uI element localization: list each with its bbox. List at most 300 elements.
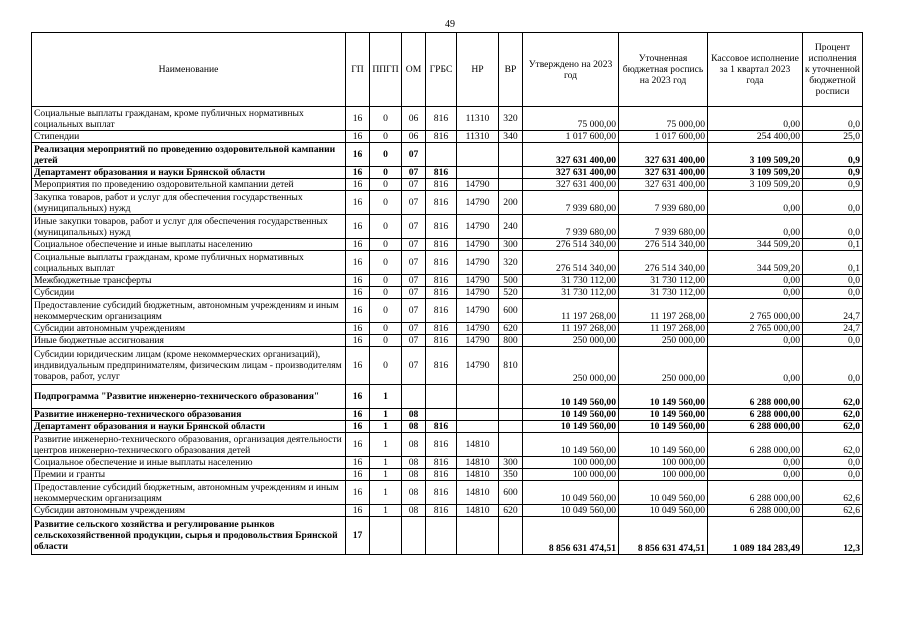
cell-om: 07: [402, 143, 426, 167]
cell-name: Премии и гранты: [32, 469, 346, 481]
cell-vr: [499, 517, 523, 555]
cell-percent: 12,3: [803, 517, 863, 555]
header-refined: Уточненная бюджетная роспись на 2023 год: [619, 33, 708, 107]
cell-cash: 0,00: [708, 191, 803, 215]
cell-approved: 75 000,00: [523, 107, 619, 131]
table-row: [32, 275, 863, 287]
cell-cash: 0,00: [708, 287, 803, 299]
cell-om: 07: [402, 335, 426, 347]
cell-percent: 0,9: [803, 179, 863, 191]
cell-percent: 0,0: [803, 275, 863, 287]
cell-ppgp: 0: [370, 215, 402, 239]
cell-om: 08: [402, 421, 426, 433]
cell-ppgp: 1: [370, 433, 402, 457]
cell-percent: 0,0: [803, 335, 863, 347]
cell-gp: 16: [346, 251, 370, 275]
cell-om: 07: [402, 323, 426, 335]
cell-om: 07: [402, 275, 426, 287]
cell-name: Субсидии автономным учреждениям: [32, 323, 346, 335]
cell-ppgp: 1: [370, 385, 402, 409]
cell-grbs: 816: [426, 215, 457, 239]
header-vr: ВР: [499, 33, 523, 107]
cell-vr: 600: [499, 481, 523, 505]
cell-np: [457, 409, 499, 421]
cell-ppgp: [370, 517, 402, 555]
header-np: НР: [457, 33, 499, 107]
cell-np: 14810: [457, 505, 499, 517]
cell-gp: 16: [346, 275, 370, 287]
cell-refined: 250 000,00: [619, 347, 708, 385]
cell-ppgp: 0: [370, 167, 402, 179]
cell-cash: 3 109 509,20: [708, 179, 803, 191]
cell-np: 11310: [457, 131, 499, 143]
cell-grbs: 816: [426, 335, 457, 347]
table-row: [32, 287, 863, 299]
cell-name: Департамент образования и науки Брянской области: [32, 421, 346, 433]
cell-percent: 62,6: [803, 481, 863, 505]
cell-approved: 31 730 112,00: [523, 287, 619, 299]
table-row: [32, 385, 863, 409]
cell-np: 14810: [457, 469, 499, 481]
cell-ppgp: 0: [370, 299, 402, 323]
budget-execution-table: [31, 32, 863, 555]
cell-approved: 100 000,00: [523, 457, 619, 469]
cell-np: 14790: [457, 287, 499, 299]
cell-approved: 327 631 400,00: [523, 167, 619, 179]
cell-name: Иные закупки товаров, работ и услуг для обеспечения государственных (муниципальных) нужд: [32, 215, 346, 239]
cell-grbs: 816: [426, 239, 457, 251]
cell-approved: 7 939 680,00: [523, 215, 619, 239]
cell-name: Субсидии автономным учреждениям: [32, 505, 346, 517]
cell-refined: 7 939 680,00: [619, 191, 708, 215]
cell-percent: 0,1: [803, 251, 863, 275]
cell-approved: 10 049 560,00: [523, 505, 619, 517]
cell-refined: 11 197 268,00: [619, 299, 708, 323]
cell-cash: 344 509,20: [708, 239, 803, 251]
cell-vr: 800: [499, 335, 523, 347]
cell-grbs: 816: [426, 275, 457, 287]
header-cash: Кассовое исполнение за 1 квартал 2023 года: [708, 33, 803, 107]
table-row: [32, 323, 863, 335]
cell-vr: 240: [499, 215, 523, 239]
cell-ppgp: 1: [370, 421, 402, 433]
cell-refined: 10 149 560,00: [619, 433, 708, 457]
table-row: [32, 409, 863, 421]
cell-gp: 16: [346, 335, 370, 347]
cell-percent: 24,7: [803, 299, 863, 323]
cell-grbs: 816: [426, 299, 457, 323]
cell-approved: 10 049 560,00: [523, 481, 619, 505]
cell-percent: 62,0: [803, 433, 863, 457]
cell-om: [402, 385, 426, 409]
table-body: [32, 107, 863, 555]
cell-vr: 620: [499, 323, 523, 335]
cell-name: Иные бюджетные ассигнования: [32, 335, 346, 347]
cell-refined: 10 049 560,00: [619, 505, 708, 517]
cell-gp: 16: [346, 469, 370, 481]
cell-name: Подпрограмма "Развитие инженерно-технического образования": [32, 385, 346, 409]
cell-refined: 100 000,00: [619, 457, 708, 469]
cell-percent: 0,0: [803, 347, 863, 385]
cell-gp: 16: [346, 323, 370, 335]
cell-grbs: [426, 385, 457, 409]
cell-vr: [499, 421, 523, 433]
cell-cash: 2 765 000,00: [708, 299, 803, 323]
cell-np: 14790: [457, 215, 499, 239]
cell-name: Реализация мероприятий по проведению оздоровительной кампании детей: [32, 143, 346, 167]
cell-vr: 320: [499, 251, 523, 275]
cell-refined: 250 000,00: [619, 335, 708, 347]
cell-om: 07: [402, 191, 426, 215]
cell-np: 14810: [457, 457, 499, 469]
cell-approved: 11 197 268,00: [523, 299, 619, 323]
cell-refined: 327 631 400,00: [619, 167, 708, 179]
cell-percent: 0,0: [803, 287, 863, 299]
cell-name: Предоставление субсидий бюджетным, автономным учреждениям и иным некоммерческим организациям: [32, 299, 346, 323]
table-row: [32, 107, 863, 131]
cell-percent: 0,0: [803, 457, 863, 469]
cell-refined: 10 049 560,00: [619, 481, 708, 505]
header-grbs: ГРБС: [426, 33, 457, 107]
header-name: Наименование: [32, 33, 346, 107]
cell-vr: [499, 143, 523, 167]
cell-vr: 200: [499, 191, 523, 215]
cell-gp: 16: [346, 409, 370, 421]
cell-np: [457, 421, 499, 433]
cell-om: 08: [402, 469, 426, 481]
cell-gp: 17: [346, 517, 370, 555]
cell-cash: 6 288 000,00: [708, 505, 803, 517]
cell-name: Развитие сельского хозяйства и регулирование рынков сельскохозяйственной продукции, сырья и продовольствия Брянской области: [32, 517, 346, 555]
cell-vr: [499, 409, 523, 421]
cell-vr: [499, 433, 523, 457]
cell-om: 08: [402, 457, 426, 469]
header-percent: Процент исполнения к уточненной бюджетной росписи: [803, 33, 863, 107]
cell-approved: 276 514 340,00: [523, 251, 619, 275]
cell-cash: 0,00: [708, 469, 803, 481]
cell-grbs: 816: [426, 481, 457, 505]
cell-cash: 1 089 184 283,49: [708, 517, 803, 555]
cell-ppgp: 0: [370, 143, 402, 167]
cell-np: 14790: [457, 179, 499, 191]
cell-cash: 0,00: [708, 215, 803, 239]
cell-approved: 31 730 112,00: [523, 275, 619, 287]
cell-approved: 10 149 560,00: [523, 421, 619, 433]
cell-approved: 327 631 400,00: [523, 179, 619, 191]
cell-grbs: 816: [426, 131, 457, 143]
cell-np: 14810: [457, 433, 499, 457]
cell-ppgp: 0: [370, 107, 402, 131]
cell-om: 08: [402, 409, 426, 421]
cell-approved: 250 000,00: [523, 347, 619, 385]
cell-np: [457, 385, 499, 409]
cell-om: 07: [402, 287, 426, 299]
cell-refined: 327 631 400,00: [619, 143, 708, 167]
cell-approved: 250 000,00: [523, 335, 619, 347]
cell-ppgp: 1: [370, 505, 402, 517]
table-row: [32, 251, 863, 275]
cell-grbs: 816: [426, 287, 457, 299]
cell-cash: 2 765 000,00: [708, 323, 803, 335]
cell-ppgp: 1: [370, 469, 402, 481]
table-row: [32, 433, 863, 457]
cell-np: 14810: [457, 481, 499, 505]
cell-gp: 16: [346, 299, 370, 323]
cell-grbs: [426, 409, 457, 421]
cell-om: 06: [402, 107, 426, 131]
cell-percent: 62,0: [803, 421, 863, 433]
cell-name: Мероприятия по проведению оздоровительной кампании детей: [32, 179, 346, 191]
cell-name: Социальное обеспечение и иные выплаты населению: [32, 239, 346, 251]
table-row: [32, 457, 863, 469]
cell-approved: 7 939 680,00: [523, 191, 619, 215]
table-row: [32, 167, 863, 179]
cell-gp: 16: [346, 481, 370, 505]
cell-ppgp: 0: [370, 191, 402, 215]
cell-vr: 320: [499, 107, 523, 131]
cell-vr: 620: [499, 505, 523, 517]
cell-approved: 327 631 400,00: [523, 143, 619, 167]
cell-om: 08: [402, 481, 426, 505]
cell-ppgp: 1: [370, 409, 402, 421]
cell-percent: 0,9: [803, 167, 863, 179]
cell-om: 07: [402, 239, 426, 251]
cell-np: 11310: [457, 107, 499, 131]
cell-name: Развитие инженерно-технического образования, организация деятельности центров инженерно-технического образования детей: [32, 433, 346, 457]
cell-gp: 16: [346, 179, 370, 191]
cell-refined: 10 149 560,00: [619, 385, 708, 409]
cell-vr: 350: [499, 469, 523, 481]
cell-percent: 25,0: [803, 131, 863, 143]
cell-cash: 0,00: [708, 457, 803, 469]
cell-percent: 62,6: [803, 505, 863, 517]
cell-approved: 10 149 560,00: [523, 385, 619, 409]
cell-cash: 3 109 509,20: [708, 167, 803, 179]
cell-refined: 10 149 560,00: [619, 409, 708, 421]
cell-approved: 1 017 600,00: [523, 131, 619, 143]
cell-om: 07: [402, 215, 426, 239]
cell-vr: 600: [499, 299, 523, 323]
cell-refined: 11 197 268,00: [619, 323, 708, 335]
cell-percent: 0,0: [803, 215, 863, 239]
cell-percent: 24,7: [803, 323, 863, 335]
header-approved: Утверждено на 2023 год: [523, 33, 619, 107]
cell-ppgp: 0: [370, 239, 402, 251]
cell-np: 14790: [457, 335, 499, 347]
cell-ppgp: 0: [370, 251, 402, 275]
cell-approved: 11 197 268,00: [523, 323, 619, 335]
cell-np: 14790: [457, 347, 499, 385]
cell-refined: 1 017 600,00: [619, 131, 708, 143]
cell-name: Субсидии: [32, 287, 346, 299]
cell-vr: [499, 385, 523, 409]
cell-grbs: 816: [426, 505, 457, 517]
cell-name: Закупка товаров, работ и услуг для обеспечения государственных (муниципальных) нужд: [32, 191, 346, 215]
cell-percent: 62,0: [803, 385, 863, 409]
page-number: 49: [445, 19, 455, 30]
cell-gp: 16: [346, 215, 370, 239]
cell-cash: 0,00: [708, 107, 803, 131]
cell-refined: 8 856 631 474,51: [619, 517, 708, 555]
cell-np: 14790: [457, 275, 499, 287]
cell-name: Развитие инженерно-технического образования: [32, 409, 346, 421]
cell-gp: 16: [346, 239, 370, 251]
cell-ppgp: 0: [370, 131, 402, 143]
cell-grbs: 816: [426, 191, 457, 215]
table-row: [32, 517, 863, 555]
cell-ppgp: 0: [370, 335, 402, 347]
cell-refined: 7 939 680,00: [619, 215, 708, 239]
table-row: [32, 505, 863, 517]
cell-refined: 276 514 340,00: [619, 251, 708, 275]
cell-grbs: 816: [426, 323, 457, 335]
cell-approved: 10 149 560,00: [523, 433, 619, 457]
cell-vr: 810: [499, 347, 523, 385]
header-om: ОМ: [402, 33, 426, 107]
cell-refined: 327 631 400,00: [619, 179, 708, 191]
cell-percent: 62,0: [803, 409, 863, 421]
cell-vr: 300: [499, 239, 523, 251]
cell-gp: 16: [346, 385, 370, 409]
cell-ppgp: 1: [370, 457, 402, 469]
cell-cash: 6 288 000,00: [708, 481, 803, 505]
cell-np: 14790: [457, 239, 499, 251]
cell-cash: 6 288 000,00: [708, 409, 803, 421]
cell-grbs: 816: [426, 433, 457, 457]
cell-grbs: 816: [426, 167, 457, 179]
cell-vr: 300: [499, 457, 523, 469]
cell-refined: 75 000,00: [619, 107, 708, 131]
cell-percent: 0,9: [803, 143, 863, 167]
cell-om: 06: [402, 131, 426, 143]
table-row: [32, 469, 863, 481]
cell-cash: 344 509,20: [708, 251, 803, 275]
cell-percent: 0,0: [803, 191, 863, 215]
cell-cash: 254 400,00: [708, 131, 803, 143]
cell-grbs: 816: [426, 347, 457, 385]
cell-percent: 0,0: [803, 469, 863, 481]
cell-ppgp: 0: [370, 179, 402, 191]
table-row: [32, 131, 863, 143]
cell-approved: 10 149 560,00: [523, 409, 619, 421]
cell-cash: 0,00: [708, 335, 803, 347]
cell-name: Социальные выплаты гражданам, кроме публичных нормативных социальных выплат: [32, 251, 346, 275]
cell-vr: 340: [499, 131, 523, 143]
table-row: [32, 215, 863, 239]
cell-gp: 16: [346, 287, 370, 299]
table-row: [32, 179, 863, 191]
cell-om: 08: [402, 433, 426, 457]
table-row: [32, 335, 863, 347]
cell-gp: 16: [346, 191, 370, 215]
cell-np: 14790: [457, 299, 499, 323]
cell-approved: 100 000,00: [523, 469, 619, 481]
table-row: [32, 143, 863, 167]
cell-name: Стипендии: [32, 131, 346, 143]
cell-gp: 16: [346, 143, 370, 167]
cell-gp: 16: [346, 167, 370, 179]
cell-grbs: 816: [426, 421, 457, 433]
table-header: [32, 33, 863, 107]
header-ppgp: ППГП: [370, 33, 402, 107]
cell-om: 07: [402, 167, 426, 179]
cell-name: Социальные выплаты гражданам, кроме публичных нормативных социальных выплат: [32, 107, 346, 131]
cell-gp: 16: [346, 457, 370, 469]
cell-om: 07: [402, 299, 426, 323]
cell-om: 08: [402, 505, 426, 517]
cell-vr: [499, 179, 523, 191]
cell-om: [402, 517, 426, 555]
cell-grbs: [426, 143, 457, 167]
cell-name: Субсидии юридическим лицам (кроме некоммерческих организаций), индивидуальным предпринимателям, физическим лицам - производителям товаров, работ, услуг: [32, 347, 346, 385]
cell-refined: 31 730 112,00: [619, 275, 708, 287]
cell-ppgp: 0: [370, 323, 402, 335]
cell-np: [457, 143, 499, 167]
cell-refined: 276 514 340,00: [619, 239, 708, 251]
cell-cash: 6 288 000,00: [708, 421, 803, 433]
cell-percent: 0,1: [803, 239, 863, 251]
table-row: [32, 299, 863, 323]
cell-gp: 16: [346, 131, 370, 143]
cell-gp: 16: [346, 421, 370, 433]
cell-refined: 10 149 560,00: [619, 421, 708, 433]
header-gp: ГП: [346, 33, 370, 107]
cell-np: 14790: [457, 251, 499, 275]
cell-approved: 276 514 340,00: [523, 239, 619, 251]
cell-np: 14790: [457, 191, 499, 215]
cell-vr: 520: [499, 287, 523, 299]
cell-refined: 31 730 112,00: [619, 287, 708, 299]
cell-grbs: 816: [426, 107, 457, 131]
cell-gp: 16: [346, 107, 370, 131]
table-row: [32, 191, 863, 215]
cell-vr: 500: [499, 275, 523, 287]
cell-name: Социальное обеспечение и иные выплаты населению: [32, 457, 346, 469]
cell-grbs: 816: [426, 469, 457, 481]
cell-grbs: [426, 517, 457, 555]
cell-refined: 100 000,00: [619, 469, 708, 481]
cell-np: [457, 167, 499, 179]
cell-percent: 0,0: [803, 107, 863, 131]
cell-ppgp: 0: [370, 275, 402, 287]
cell-grbs: 816: [426, 251, 457, 275]
cell-gp: 16: [346, 505, 370, 517]
cell-cash: 6 288 000,00: [708, 433, 803, 457]
cell-cash: 3 109 509,20: [708, 143, 803, 167]
cell-grbs: 816: [426, 457, 457, 469]
table-row: [32, 481, 863, 505]
cell-name: Межбюджетные трансферты: [32, 275, 346, 287]
cell-name: Департамент образования и науки Брянской области: [32, 167, 346, 179]
table-row: [32, 239, 863, 251]
cell-gp: 16: [346, 433, 370, 457]
cell-vr: [499, 167, 523, 179]
cell-cash: 0,00: [708, 347, 803, 385]
cell-om: 07: [402, 179, 426, 191]
cell-grbs: 816: [426, 179, 457, 191]
cell-om: 07: [402, 347, 426, 385]
cell-ppgp: 1: [370, 481, 402, 505]
cell-om: 07: [402, 251, 426, 275]
table-row: [32, 421, 863, 433]
cell-gp: 16: [346, 347, 370, 385]
cell-cash: 6 288 000,00: [708, 385, 803, 409]
table-row: [32, 347, 863, 385]
cell-np: 14790: [457, 323, 499, 335]
cell-ppgp: 0: [370, 287, 402, 299]
cell-name: Предоставление субсидий бюджетным, автономным учреждениям и иным некоммерческим организациям: [32, 481, 346, 505]
cell-approved: 8 856 631 474,51: [523, 517, 619, 555]
